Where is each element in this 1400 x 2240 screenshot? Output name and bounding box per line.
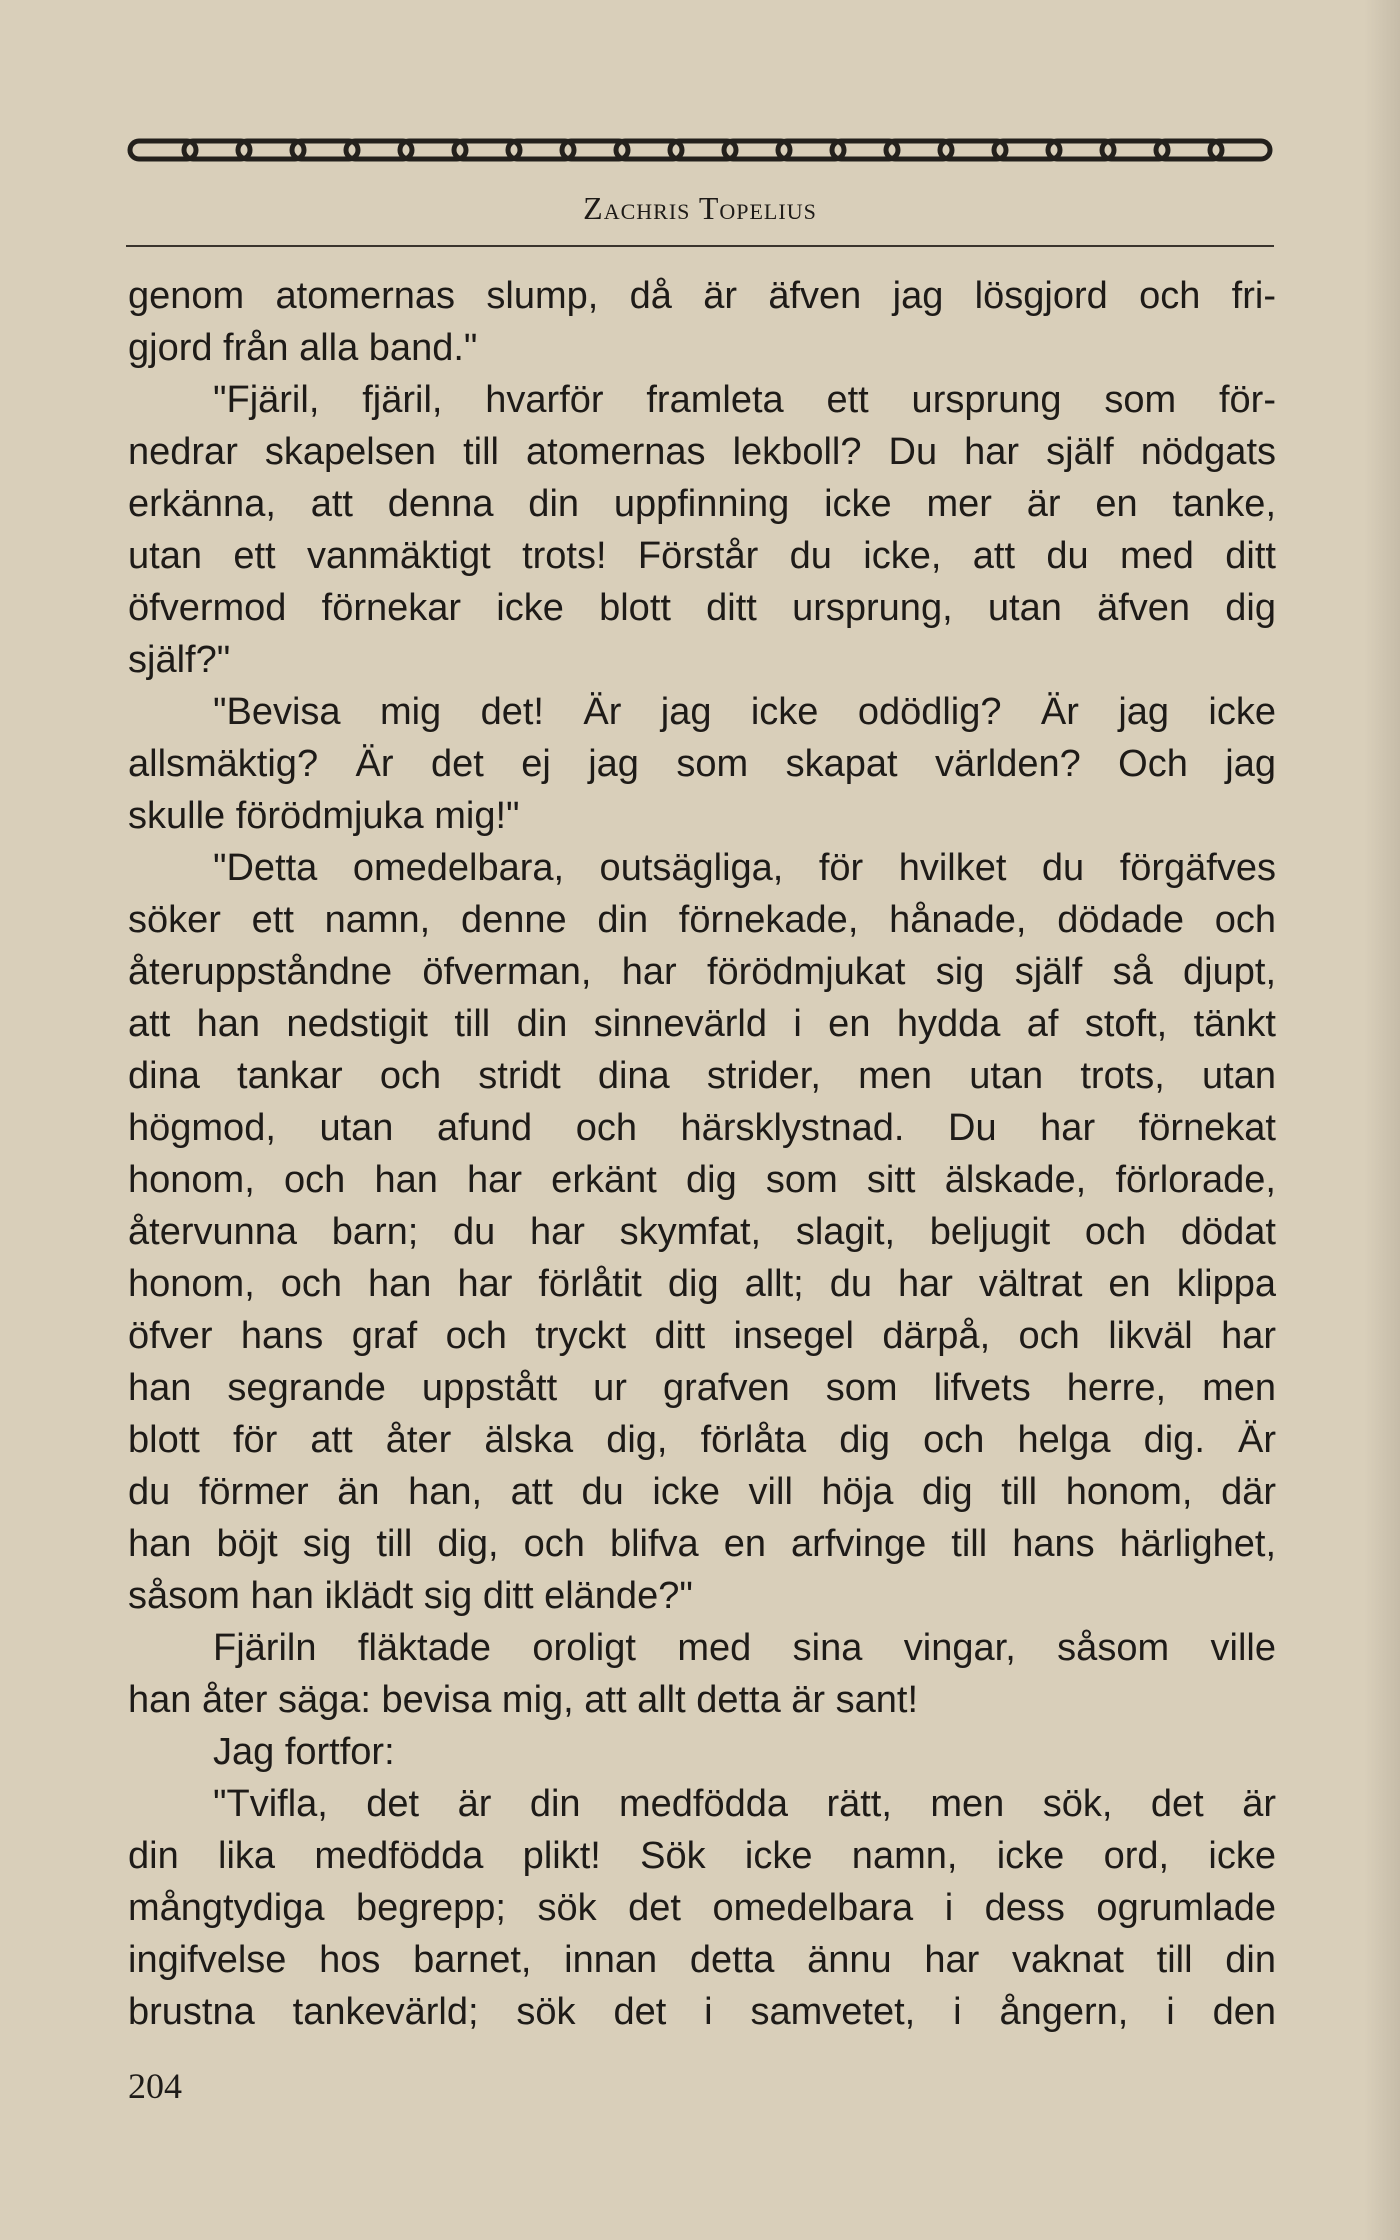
text-line: brustna tankevärld; sök det i samvetet, i ångern, i den	[128, 1991, 1276, 2033]
chain-ornament-icon	[126, 136, 1274, 164]
text-line: återuppståndne öfverman, har förödmjukat sig själf så djupt,	[128, 951, 1276, 993]
text-line: honom, och han har förlåtit dig allt; du har vältrat en klippa	[128, 1263, 1276, 1305]
text-line: själf?"	[128, 639, 231, 681]
text-line: Fjäriln fläktade oroligt med sina vingar, såsom ville	[213, 1627, 1276, 1669]
text-line: han segrande uppstått ur grafven som lifvets herre, men	[128, 1367, 1276, 1409]
text-line: du förmer än han, att du icke vill höja dig till honom, där	[128, 1471, 1276, 1513]
text-line: nedrar skapelsen till atomernas lekboll? Du har själf nödgats	[128, 431, 1276, 473]
text-line: "Tvifla, det är din medfödda rätt, men sök, det är	[213, 1783, 1276, 1825]
text-line: återvunna barn; du har skymfat, slagit, beljugit och dödat	[128, 1211, 1276, 1253]
text-line: mångtydiga begrepp; sök det omedelbara i dess ogrumlade	[128, 1887, 1276, 1929]
text-line: "Detta omedelbara, outsägliga, för hvilket du förgäfves	[213, 847, 1276, 889]
text-line: ingifvelse hos barnet, innan detta ännu har vaknat till din	[128, 1939, 1276, 1981]
text-line: dina tankar och stridt dina strider, men utan trots, utan	[128, 1055, 1276, 1097]
text-line: "Bevisa mig det! Är jag icke odödlig? Är jag icke	[213, 691, 1276, 733]
text-line: han böjt sig till dig, och blifva en arfvinge till hans härlighet,	[128, 1523, 1276, 1565]
text-line: att han nedstigit till din sinnevärld i en hydda af stoft, tänkt	[128, 1003, 1276, 1045]
text-line: högmod, utan afund och härsklystnad. Du har förnekat	[128, 1107, 1276, 1149]
page-number: 204	[128, 2066, 182, 2106]
text-line: Jag fortfor:	[213, 1731, 395, 1773]
running-title: Zachris Topelius	[583, 190, 817, 226]
text-line: allsmäktig? Är det ej jag som skapat världen? Och jag	[128, 743, 1276, 785]
text-line: blott för att åter älska dig, förlåta dig och helga dig. Är	[128, 1419, 1276, 1461]
text-line: öfvermod förnekar icke blott ditt ursprung, utan äfven dig	[128, 587, 1276, 629]
text-line: utan ett vanmäktigt trots! Förstår du icke, att du med ditt	[128, 535, 1276, 577]
text-line: öfver hans graf och tryckt ditt insegel därpå, och likväl har	[128, 1315, 1276, 1357]
text-line: såsom han iklädt sig ditt elände?"	[128, 1575, 693, 1617]
text-line: honom, och han har erkänt dig som sitt älskade, förlorade,	[128, 1159, 1276, 1201]
text-line: erkänna, att denna din uppfinning icke mer är en tanke,	[128, 483, 1276, 525]
text-line: gjord från alla band."	[128, 327, 478, 369]
text-line: "Fjäril, fjäril, hvarför framleta ett ursprung som för-	[213, 379, 1276, 421]
text-line: han åter säga: bevisa mig, att allt detta är sant!	[128, 1679, 919, 1721]
page-edge-shadow	[1364, 0, 1400, 2240]
body-text	[128, 270, 1276, 2038]
header-rule	[126, 245, 1274, 247]
text-line: din lika medfödda plikt! Sök icke namn, icke ord, icke	[128, 1835, 1276, 1877]
text-line: genom atomernas slump, då är äfven jag lösgjord och fri-	[128, 275, 1276, 317]
text-line: söker ett namn, denne din förnekade, hånade, dödade och	[128, 899, 1276, 941]
text-line: skulle förödmjuka mig!"	[128, 795, 520, 837]
